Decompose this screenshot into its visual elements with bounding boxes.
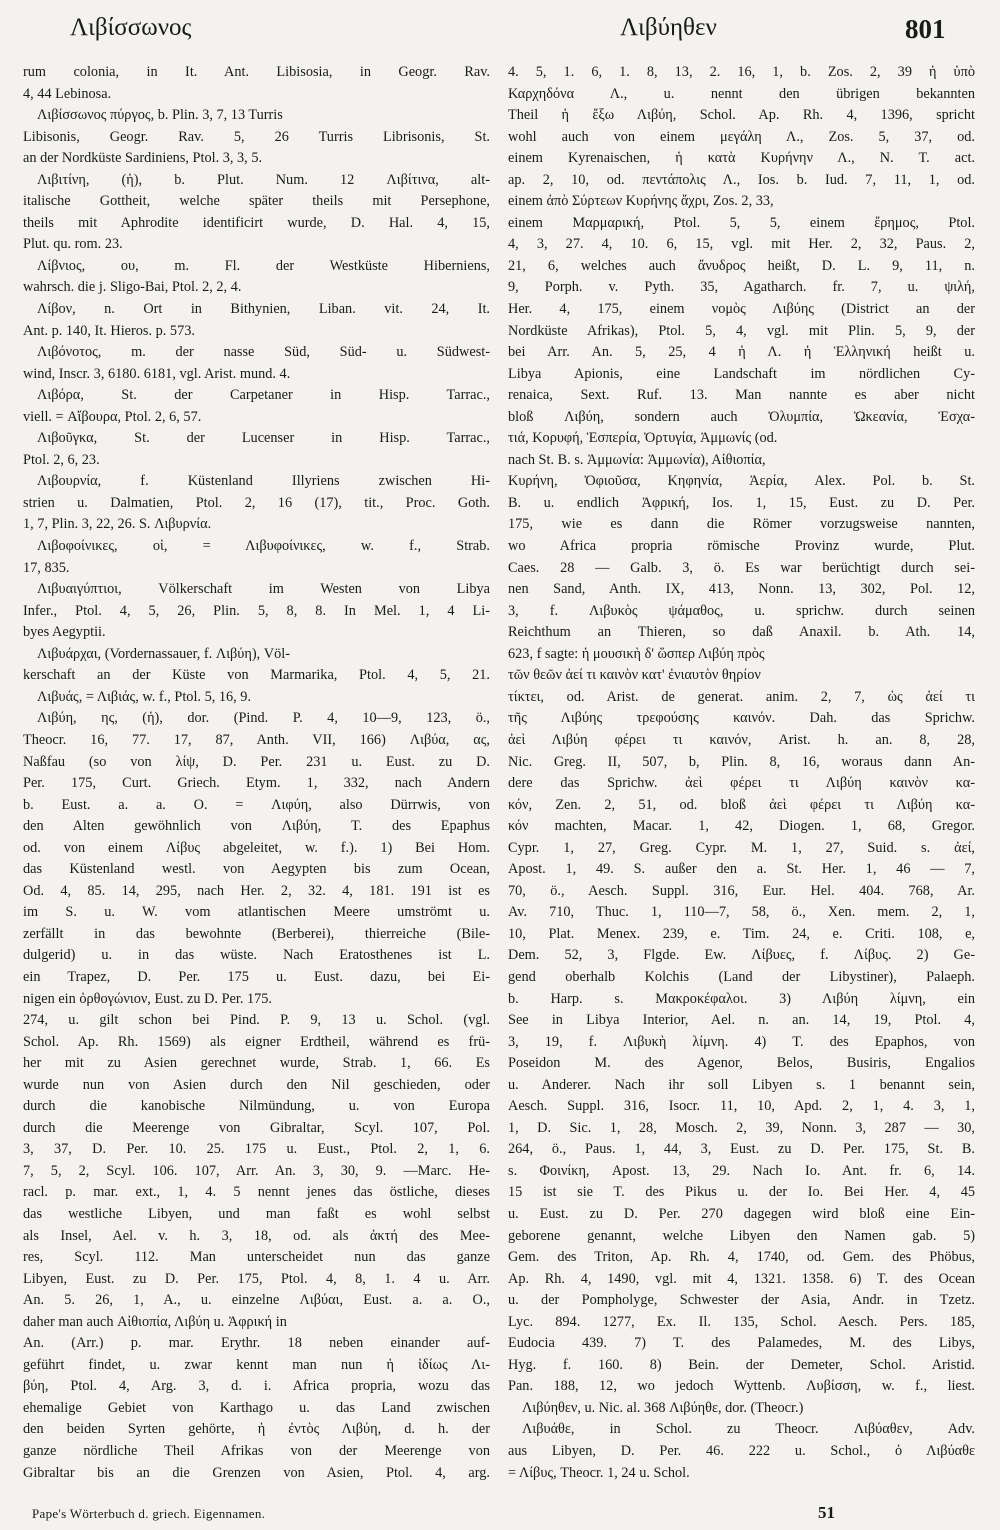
text-line: βύη, Ptol. 4, Arg. 3, d. i. Africa propria, wozu das — [23, 1378, 490, 1395]
text-line: renaica, Sext. Ruf. 13. Man nannte es aber nicht — [508, 387, 975, 404]
text-line: Lyc. 894. 1277, Ex. Il. 135, Schol. Aesch. Pers. 185, — [508, 1313, 975, 1330]
text-line: nen Sand, Anth. IX, 413, Nonn. 13, 302, Pol. 12, — [508, 581, 975, 598]
text-line: durch die kanobische Nilmündung, u. von Europa — [23, 1098, 490, 1115]
text-line: Λίβνιος, ου, m. Fl. der Westküste Hiberniens, — [37, 257, 490, 274]
text-line: den Alten gewöhnlich von Λιβύη, T. des Epaphus — [23, 818, 490, 835]
left-column — [23, 62, 490, 1484]
text-line: bloß Λιβύη, sondern auch Ὀλυμπία, Ὠκεανία, Ἐσχα- — [508, 408, 975, 425]
text-line: ap. 2, 10, od. πεντάπολις Λ., Ios. b. Iud. 7, 11, 1, od. — [508, 171, 975, 188]
text-line: 9, Porph. v. Pyth. 35, Agatharch. fr. 7, u. ψιλή, — [508, 279, 975, 296]
text-line: 264, ö., Paus. 1, 44, 3, Eust. zu D. Per. 175, St. B. — [508, 1141, 975, 1158]
text-line: u. Anderer. Nach ihr soll Libyen s. 1 benannt sein, — [508, 1076, 975, 1093]
text-line: strien u. Dalmatien, Ptol. 2, 16 (17), tit., Proc. Goth. — [23, 494, 490, 511]
text-line: Λιβουρνία, f. Küstenland Illyriens zwischen Hi- — [37, 473, 490, 490]
text-line: gend oberhalb Kolchis (Land der Libystiner), Palaeph. — [508, 968, 975, 985]
text-line: Naßfau (so von λίψ, D. Per. 231 u. Eust. zu D. — [23, 753, 490, 770]
text-line: das Küstenland westl. von Aegypten bis zum Ocean, — [23, 861, 490, 878]
text-line: Libya Apionis, eine Landschaft im nördlichen Cy- — [508, 365, 975, 382]
text-line: dere das Sprichw. ἀεὶ φέρει τι Λιβύη καινὸν κα- — [508, 775, 975, 792]
text-line: Λιβυαιγύπτιοι, Völkerschaft im Westen von Libya — [37, 581, 490, 598]
text-line: Av. 710, Thuc. 1, 110—7, 58, ö., Xen. mem. 2, 1, — [508, 904, 975, 921]
text-line: 1, D. Sic. 1, 28, Mosch. 2, 39, Nonn. 3, 287 — 30, — [508, 1119, 975, 1136]
text-line: byes Aegyptii. — [23, 624, 106, 641]
text-line: ganze nördliche Theil Afrikas von der Meerenge von — [23, 1443, 490, 1459]
text-line: u. Eust. zu D. Per. 270 dagegen wird bloß eine Ein- — [508, 1205, 975, 1222]
text-line: 4. 5, 1. 6, 1. 8, 13, 2. 16, 1, b. Zos. 2, 39 ἡ ὑπὸ — [508, 64, 975, 80]
text-line: Apost. 1, 49. S. außer den a. St. Her. 1, 46 — 7, — [508, 861, 975, 878]
text-line: aus Libyen, D. Per. 46. 222 u. Schol., ὁ Λιβύαθε — [508, 1443, 975, 1459]
text-line: 4, 3, 27. 4, 10. 6, 15, vgl. mit Her. 2, 32, Paus. 2, — [508, 236, 975, 253]
page-number: 801 — [905, 14, 946, 44]
text-line: Λιβοφοίνικες, οἱ, = Λιβυφοίνικες, w. f., Strab. — [37, 538, 490, 555]
text-line: Nordküste Afrikas), Ptol. 5, 4, vgl. mit Plin. 5, 9, der — [508, 322, 975, 339]
text-line: τῆς Λιβύης τρεφούσης καινόν. Dah. das Sprichw. — [508, 710, 975, 727]
text-line: Libisonis, Geogr. Rav. 5, 26 Turris Librisonis, St. — [23, 128, 490, 145]
text-line: 17, 835. — [23, 559, 70, 576]
text-line: Λιβύη, ης, (ἡ), dor. (Pind. P. 4, 10—9, 123, ö., — [37, 710, 490, 727]
text-line: wohl auch von einem μεγάλη Λ., Zos. 5, 37, od. — [508, 128, 975, 145]
text-line: racl. p. mar. ext., 1, 4. 5 nennt jenes das östliche, dieses — [23, 1184, 490, 1201]
text-line: Λίβον, n. Ort in Bithynien, Liban. vit. 24, It. — [37, 301, 490, 318]
text-line: wurde nun von Asien durch den Nil geschieden, oder — [23, 1076, 490, 1093]
text-line: s. Φοινίκη, Apost. 13, 29. Nach Io. Ant. fr. 6, 14. — [508, 1162, 975, 1179]
text-line: den beiden Syrten gehörte, ἡ ἐντὸς Λιβύη, d. h. der — [23, 1421, 490, 1438]
text-line: im S. u. W. vom atlantischen Meere umströmt u. — [23, 904, 490, 921]
text-line: ein Trapez, D. Per. 175 u. Eust. dazu, bei Ei- — [23, 968, 490, 985]
text-line: Ptol. 2, 6, 23. — [23, 451, 100, 468]
text-line: 1, 7, Plin. 3, 22, 26. S. Λιβυρνία. — [23, 516, 212, 533]
text-line: viell. = Αἴβουρα, Ptol. 2, 6, 57. — [23, 408, 202, 425]
text-line: 21, 6, welches auch ἄνυδρος heißt, D. L. 9, 11, n. — [508, 257, 975, 274]
text-line: res, Scyl. 112. Man unterscheidet nun das ganze — [23, 1249, 490, 1266]
text-line: an der Nordküste Sardiniens, Ptol. 3, 3, 5. — [23, 150, 263, 167]
text-line: Libyen, Eust. zu D. Per. 175, Ptol. 4, 8, 1. 4 u. Arr. — [23, 1270, 490, 1287]
text-line: Κυρήνη, Ὀφιοῦσα, Κηφηνία, Ἀερία, Alex. Pol. b. St. — [508, 473, 975, 490]
signature-mark: 51 — [818, 1503, 835, 1522]
text-line: ehemalige Gebiet von Karthago u. das Land zwischen — [23, 1399, 490, 1416]
text-line: Λιβυάθε, in Schol. zu Theocr. Λιβύαθεν, Adv. — [522, 1421, 975, 1438]
text-line: wahrsch. die j. Sligo-Bai, Ptol. 2, 2, 4. — [23, 279, 242, 296]
text-line: Per. 175, Curt. Griech. Etym. 1, 332, nach Andern — [23, 775, 490, 792]
text-line: B. u. endlich Ἀφρική, Ios. 1, 15, Eust. zu D. Per. — [508, 494, 975, 511]
text-line: Λιβόρα, St. der Carpetaner in Hisp. Tarrac., — [37, 387, 490, 404]
text-line: Reichthum an Thieren, so daß Anaxil. b. Ath. 14, — [508, 624, 975, 641]
text-line: 70, ö., Aesch. Suppl. 316, Eur. Hel. 404. 768, Ar. — [508, 882, 975, 899]
text-line: theils mit Aphrodite identificirt wurde, D. Hal. 4, 15, — [23, 214, 490, 231]
text-line: 623, f sagte: ἡ μουσικὴ δ' ὥσπερ Λιβύη πρὸς — [508, 645, 765, 662]
text-line: wind, Inscr. 3, 6180. 6181, vgl. Arist. mund. 4. — [23, 365, 291, 382]
text-line: Od. 4, 85. 14, 295, nach Her. 2, 32. 4, 181. 191 ist es — [23, 882, 490, 899]
text-line: Poseidon M. des Agenor, Belos, Busiris, Engalios — [508, 1055, 975, 1072]
text-line: 3, f. Λιβυκὸς ψάμαθος, u. sprichw. durch seinen — [508, 602, 975, 619]
text-line: nigen ein ὀρθογώνιον, Eust. zu D. Per. 175. — [23, 990, 273, 1007]
text-line: Plut. qu. rom. 23. — [23, 236, 123, 253]
text-line: Ap. Rh. 4, 1490, vgl. mit 4, 1321. 1358. 6) T. des Ocean — [508, 1270, 975, 1287]
text-line: τιά, Κορυφή, Ἑσπερία, Ὀρτυγία, Ἀμμωνίς (od. — [508, 430, 778, 447]
text-line: Her. 4, 175, einem νομὸς Λιβύης (District an der — [508, 301, 975, 318]
right-column — [508, 62, 975, 1484]
text-line: b. Eust. a. a. O. = Λιφύη, also Dürrwis, von — [23, 796, 490, 813]
text-line: bei Arr. An. 5, 25, 4 ἡ Λ. ἡ Ἑλληνική heißt u. — [508, 344, 975, 361]
text-line: κόν, Zen. 2, 51, od. bloß ἀεὶ φέρει τι Λιβύη κα- — [508, 796, 975, 813]
text-line: daher man auch Αἰθιοπία, Λιβύη u. Ἀφρική in — [23, 1313, 287, 1330]
text-line: 10, Plat. Menex. 239, e. Tim. 24, e. Criti. 108, e, — [508, 925, 975, 942]
text-line: durch die Meerenge von Gibraltar, Scyl. 107, Pol. — [23, 1119, 490, 1136]
text-line: 274, u. gilt schon bei Pind. P. 9, 13 u. Schol. (vgl. — [23, 1012, 490, 1029]
text-line: An. (Arr.) p. mar. Erythr. 18 neben einander auf- — [23, 1335, 490, 1352]
text-line: nach St. B. s. Ἀμμωνία: Ἀμμωνία), Αἰθιοπία, — [508, 451, 766, 468]
text-line: her mit zu Asien gerechnet wurde, Strab. 1, 66. Es — [23, 1055, 490, 1072]
text-line: Gem. des Triton, Ap. Rh. 4, 1740, od. Gem. des Phöbus, — [508, 1249, 975, 1266]
text-line: Cypr. 1, 27, Greg. Cypr. M. 1, 27, Suid. s. ἀεί, — [508, 839, 975, 856]
text-line: ἀεὶ Λιβύη φέρει τι καινόν, Arist. h. an. 8, 28, — [508, 731, 975, 748]
text-line: Λιβυάς, = Λιβιάς, w. f., Ptol. 5, 16, 9. — [37, 688, 252, 705]
text-line: rum colonia, in It. Ant. Libisosia, in Geogr. Rav. — [23, 64, 490, 80]
text-line: b. Harp. s. Μακροκέφαλοι. 3) Λιβύη λίμνη, ein — [508, 990, 975, 1007]
text-line: τῶν θεῶν ἀεί τι καινὸν κατ' ἐνιαυτὸν θηρίον — [508, 667, 761, 684]
text-line: od. von einem Λίβυς abgeleitet, w. f.). 1) Bei Hom. — [23, 839, 490, 856]
text-line: κόν machten, Macar. 1, 42, Diogen. 1, 68, Gregor. — [508, 818, 975, 835]
text-line: einem Kyrenaischen, ἡ κατὰ Κυρήνην Λ., N. T. act. — [508, 150, 975, 167]
text-line: τίκτει, od. Arist. de generat. anim. 2, 7, ὡς ἀεί τι — [508, 688, 975, 705]
text-line: Eudocia 439. 7) T. des Palamedes, M. des Libys, — [508, 1335, 975, 1352]
text-line: 3, 37, D. Per. 10. 25. 175 u. Eust., Ptol. 2, 1, 6. — [23, 1141, 490, 1158]
text-line: Hyg. f. 160. 8) Bein. der Demeter, Schol. Aristid. — [508, 1356, 975, 1373]
text-line: Gibraltar bis an die Grenzen von Asien, Ptol. 4, arg. — [23, 1464, 490, 1481]
footer-imprint: Pape's Wörterbuch d. griech. Eigennamen. — [32, 1506, 266, 1521]
text-line: Λιβόνοτος, m. der nasse Süd, Süd- u. Südwest- — [37, 344, 490, 361]
text-line: geführt findet, u. zwar kennt man nun ἡ ἰδίως Λι- — [23, 1356, 490, 1373]
text-line: Nic. Greg. II, 507, b, Plin. 8, 16, woraus dann An- — [508, 753, 975, 770]
text-line: 15 ist sie T. des Pikus u. der Io. Bei Her. 4, 45 — [508, 1184, 975, 1201]
text-line: geborene genannt, welche Libyen den Namen gab. 5) — [508, 1227, 975, 1244]
text-line: u. der Pompholyge, Schwester der Asia, Andr. in Tzetz. — [508, 1292, 975, 1309]
text-line: 7, 5, 2, Scyl. 106. 107, Arr. An. 3, 30, 9. —Marc. He- — [23, 1162, 490, 1179]
text-line: kerschaft an der Küste von Marmarika, Ptol. 4, 5, 21. — [23, 667, 490, 684]
text-line: Aesch. Suppl. 316, Isocr. 11, 10, Apd. 2, 1, 4. 3, 1, — [508, 1098, 975, 1115]
text-line: Λιβυάρχαι, (Vordernassauer, f. Λιβύη), Völ- — [37, 645, 290, 662]
running-head-left: Λιβίσσωνος — [70, 14, 192, 41]
text-line: 175, wie es dann die Römer vorzugsweise nannten, — [508, 516, 975, 533]
text-line: wo Africa propria römische Provinz wurde, Plut. — [508, 538, 975, 555]
text-line: Λιβιτίνη, (ἡ), b. Plut. Num. 12 Λιβίτινα, alt- — [37, 171, 490, 188]
text-line: Dem. 52, 3, Flgde. Ew. Λίβυες, f. Λίβυς. 2) Ge- — [508, 947, 975, 964]
text-line: Caes. 28 — Galb. 3, ö. Es war berüchtigt durch sei- — [508, 559, 975, 576]
text-line: Infer., Ptol. 4, 5, 26, Plin. 5, 8, 8. In Mel. 1, 4 Li- — [23, 602, 490, 619]
text-line: Theil ἡ ἔξω Λιβύη, Schol. Ap. Rh. 4, 1396, spricht — [508, 107, 975, 124]
text-line: Λιβύηθεν, u. Nic. al. 368 Λιβύηθε, dor. (Theocr.) — [522, 1399, 804, 1416]
text-line: Theocr. 16, 77. 17, 87, Anth. VII, 166) Λιβύα, ας, — [23, 731, 490, 748]
text-line: = Λίβυς, Theocr. 1, 24 u. Schol. — [508, 1464, 690, 1481]
text-line: das westliche Libyen, und man faßt es wohl selbst — [23, 1205, 490, 1222]
text-line: italische Gottheit, welche später theils mit Persephone, — [23, 193, 490, 210]
running-head-right: Λιβύηθεν — [620, 14, 717, 41]
text-line: Καρχηδόνα Λ., u. nennt den übrigen bekannten — [508, 85, 975, 102]
text-line: einem ἀπὸ Σύρτεων Κυρήνης ἄχρι, Zos. 2, 33, — [508, 193, 774, 210]
text-line: An. 5. 26, 1, A., u. einzelne Λιβύαι, Eust. a. a. O., — [23, 1292, 490, 1309]
text-line: Pan. 188, 12, wo jedoch Wyttenb. Λυβίσση, w. f., liest. — [508, 1378, 975, 1395]
text-line: dulgerid) u. in das wüste. Nach Eratosthenes ist L. — [23, 947, 490, 964]
text-line: zerfällt in das bewohnte (Berberei), thierreiche (Bile- — [23, 925, 490, 942]
text-line: Ant. p. 140, It. Hieros. p. 573. — [23, 322, 195, 339]
text-line: See in Libya Interior, Ael. n. an. 14, 19, Ptol. 4, — [508, 1012, 975, 1029]
text-line: 3, 19, f. Λιβυκὴ λίμνη. 4) T. des Epaphos, von — [508, 1033, 975, 1050]
text-line: Λιβίσσωνος πύργος, b. Plin. 3, 7, 13 Turris — [37, 107, 283, 124]
text-line: einem Μαρμαρική, Ptol. 5, 5, einem ἔρημος, Ptol. — [508, 214, 975, 231]
text-line: Λιβοῦγκα, St. der Lucenser in Hisp. Tarrac., — [37, 430, 490, 447]
text-line: Schol. Ap. Rh. 1569) als eigner Erdtheil, während es frü- — [23, 1033, 490, 1050]
text-line: 4, 44 Lebinosa. — [23, 85, 112, 102]
text-line: als Insel, Ael. v. h. 3, 18, od. als ἀκτή des Mee- — [23, 1227, 490, 1244]
